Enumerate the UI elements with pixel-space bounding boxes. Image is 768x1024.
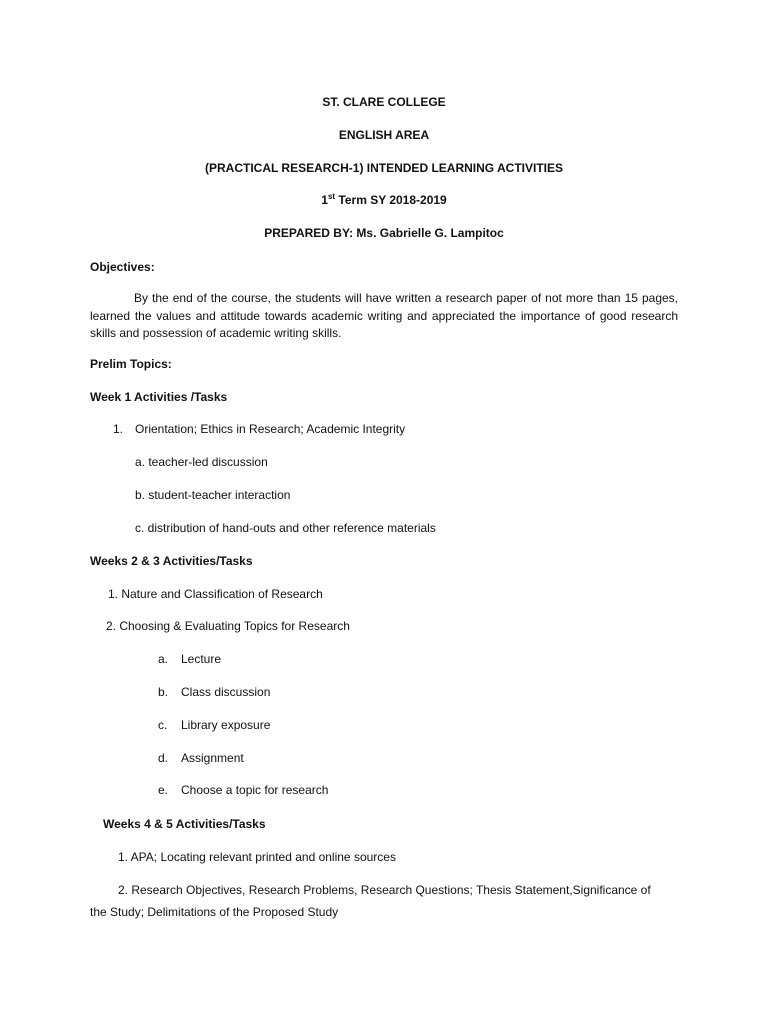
prepared-by: PREPARED BY: Ms. Gabrielle G. Lampitoc <box>264 226 504 240</box>
weeks45-item-2-line-1: 2. Research Objectives, Research Problems, Research Questions; Thesis Statement,Significance of <box>118 883 651 897</box>
objectives-heading: Objectives: <box>90 260 155 274</box>
weeks23-sub-text-b: Class discussion <box>181 685 271 699</box>
weeks23-sub-letter-c: c. <box>158 718 168 732</box>
weeks45-item-1: 1. APA; Locating relevant printed and online sources <box>118 850 396 864</box>
objectives-paragraph <box>90 290 678 343</box>
week1-item-text: Orientation; Ethics in Research; Academic Integrity <box>135 422 406 436</box>
week1-heading: Week 1 Activities /Tasks <box>90 390 228 404</box>
week1-sub-b: b. student-teacher interaction <box>135 488 291 502</box>
weeks23-sub-text-e: Choose a topic for research <box>181 783 329 797</box>
weeks23-sub-letter-e: e. <box>158 783 169 797</box>
objectives-text: By the end of the course, the students will have written a research paper of not more than 15 pages, learned the values and attitude towards academic writing and appreciated the importance of good research skills and possession of academic writing skills. <box>90 291 678 340</box>
college-name: ST. CLARE COLLEGE <box>322 95 446 109</box>
week1-sub-a: a. teacher-led discussion <box>135 455 268 469</box>
term-line <box>0 193 768 207</box>
area-name: ENGLISH AREA <box>338 128 430 142</box>
weeks23-item-2: 2. Choosing & Evaluating Topics for Research <box>106 619 350 633</box>
weeks23-sub-letter-d: d. <box>158 751 169 765</box>
weeks45-item-2-line-2: the Study; Delimitations of the Proposed Study <box>90 905 339 919</box>
week1-item-number: 1. <box>113 422 124 436</box>
week1-sub-c: c. distribution of hand-outs and other reference materials <box>135 521 436 535</box>
weeks23-sub-letter-a: a. <box>158 652 169 666</box>
term-number: 1 <box>321 193 328 207</box>
weeks23-sub-text-d: Assignment <box>181 751 244 765</box>
term-ordinal: st <box>327 192 336 201</box>
weeks23-item-1: 1. Nature and Classification of Research <box>108 587 323 601</box>
prelim-heading: Prelim Topics: <box>90 357 172 371</box>
weeks23-sub-letter-b: b. <box>158 685 169 699</box>
weeks23-heading: Weeks 2 & 3 Activities/Tasks <box>90 554 253 568</box>
weeks23-sub-text-c: Library exposure <box>181 718 271 732</box>
term-text: Term SY 2018-2019 <box>335 193 447 207</box>
weeks23-sub-text-a: Lecture <box>181 652 222 666</box>
weeks45-heading: Weeks 4 & 5 Activities/Tasks <box>103 817 266 831</box>
document-title: (PRACTICAL RESEARCH-1) INTENDED LEARNING ACTIVITIES <box>204 161 563 175</box>
